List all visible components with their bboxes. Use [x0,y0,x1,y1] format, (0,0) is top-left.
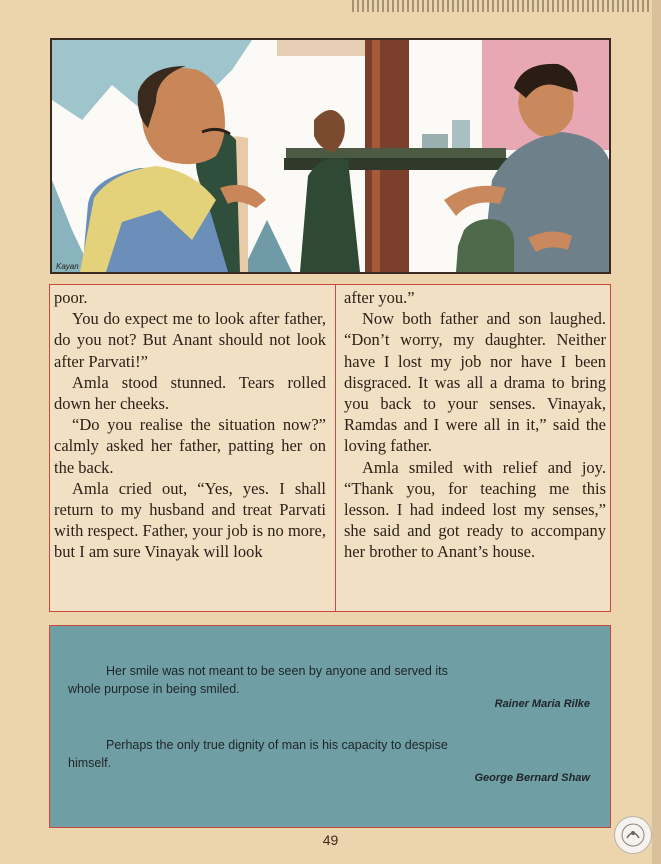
quote-line: himself. [68,756,112,770]
quote-author: George Bernard Shaw [474,772,590,784]
top-edge-strip [352,0,657,12]
quote-shaw [68,736,594,772]
paragraph: poor. [54,288,88,307]
stamp-icon [620,822,646,848]
paragraph: You do expect me to look after father, do you not? But Anant should not look after Parvati!” [54,309,326,371]
page-number: 49 [322,832,339,848]
story-illustration [50,38,611,274]
right-column [344,287,606,563]
paragraph: after you.” [344,288,415,307]
page-edge [652,0,661,864]
paragraph: Amla cried out, “Yes, yes. I shall return to my husband and treat Parvati with respect. Father, your job is no more, but I am sure Vinayak will look [54,478,326,562]
paragraph: Amla stood stunned. Tears rolled down her cheeks. [54,372,326,414]
quotes-box [49,625,611,828]
quote-line: whole purpose in being smiled. [68,682,240,696]
artist-signature: Kayan [56,262,79,271]
story-text-box [49,284,611,612]
illustration-art [52,40,609,272]
paragraph: “Do you realise the situation now?” calmly asked her father, patting her on the back. [54,415,326,477]
paragraph: Amla smiled with relief and joy. “Thank you, for teaching me this lesson. I had indeed lost my senses,” she said and got ready to accompany her brother to Anant’s house. [344,457,606,562]
quote-line: Her smile was not meant to be seen by anyone and served its [106,664,448,678]
quote-rilke [68,662,594,698]
quote-author: Rainer Maria Rilke [494,698,590,710]
library-stamp-logo [614,816,652,854]
quote-line: Perhaps the only true dignity of man is his capacity to despise [106,738,448,752]
paragraph: Now both father and son laughed. “Don’t worry, my daughter. Neither have I lost my job nor have I been disgraced. It was all a drama to bring you back to your senses. Vinayak, Ramdas and I were all in it,” said the loving father. [344,309,606,456]
left-column [54,287,326,563]
column-divider [335,285,336,611]
